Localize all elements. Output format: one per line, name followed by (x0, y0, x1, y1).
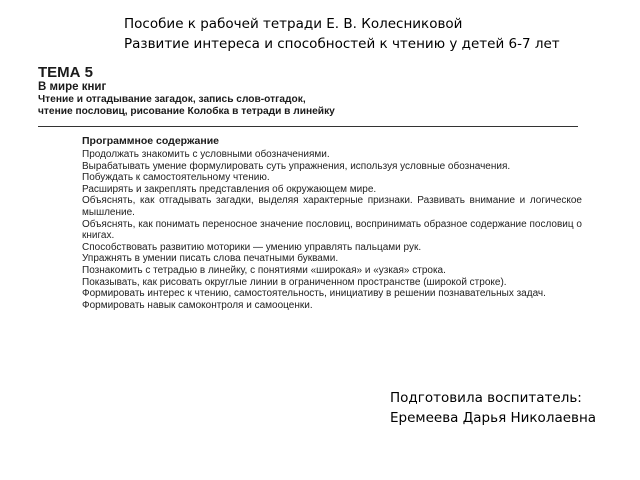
divider (38, 126, 578, 127)
header-line-manual: Пособие к рабочей тетради Е. В. Колесниковой (124, 16, 463, 32)
goal-item: Показывать, как рисовать округлые линии в ограниченном пространстве (широкой строке). (82, 276, 507, 288)
document-header (124, 14, 560, 54)
author-role: Подготовила воспитатель: (390, 390, 582, 406)
goal-item: Формировать интерес к чтению, самостоятельность, инициативу в решении познавательных задач. (82, 288, 546, 300)
lesson-title-line-2: чтение пословиц, рисование Колобка в тетради в линейку (38, 106, 335, 117)
theme-subtitle: В мире книг (38, 81, 107, 93)
author-name: Еремеева Дарья Николаевна (390, 410, 597, 426)
goal-item: Формировать навык самоконтроля и самооценки. (82, 299, 313, 311)
goal-item: Объяснять, как отгадывать загадки, выделяя характерные признаки. Развивать внимание и логическое мышление. (82, 195, 582, 218)
section-title: Программное содержание (82, 135, 219, 147)
goal-item: Вырабатывать умение формулировать суть упражнения, используя условные обозначения. (82, 160, 511, 172)
lesson-title-line-1: Чтение и отгадывание загадок, запись слов-отгадок, (38, 94, 306, 105)
goal-item: Упражнять в умении писать слова печатными буквами. (82, 253, 339, 265)
goal-item: Побуждать к самостоятельному чтению. (82, 172, 270, 184)
header-line-topic: Развитие интереса и способностей к чтению у детей 6-7 лет (124, 36, 560, 52)
scanned-page (38, 64, 598, 311)
goals-list (82, 149, 582, 311)
goal-item: Способствовать развитию моторики — умению управлять пальцами рук. (82, 241, 422, 253)
goal-item: Расширять и закреплять представления об окружающем мире. (82, 183, 377, 195)
goal-item: Познакомить с тетрадью в линейку, с понятиями «широкая» и «узкая» строка. (82, 264, 446, 276)
goal-item: Продолжать знакомить с условными обозначениями. (82, 149, 330, 160)
goal-item: Объяснять, как понимать переносное значение пословиц, воспринимать образное содержание пословиц о книгах. (82, 218, 582, 242)
theme-title: ТЕМА 5 (38, 64, 94, 81)
author-block (390, 388, 596, 428)
